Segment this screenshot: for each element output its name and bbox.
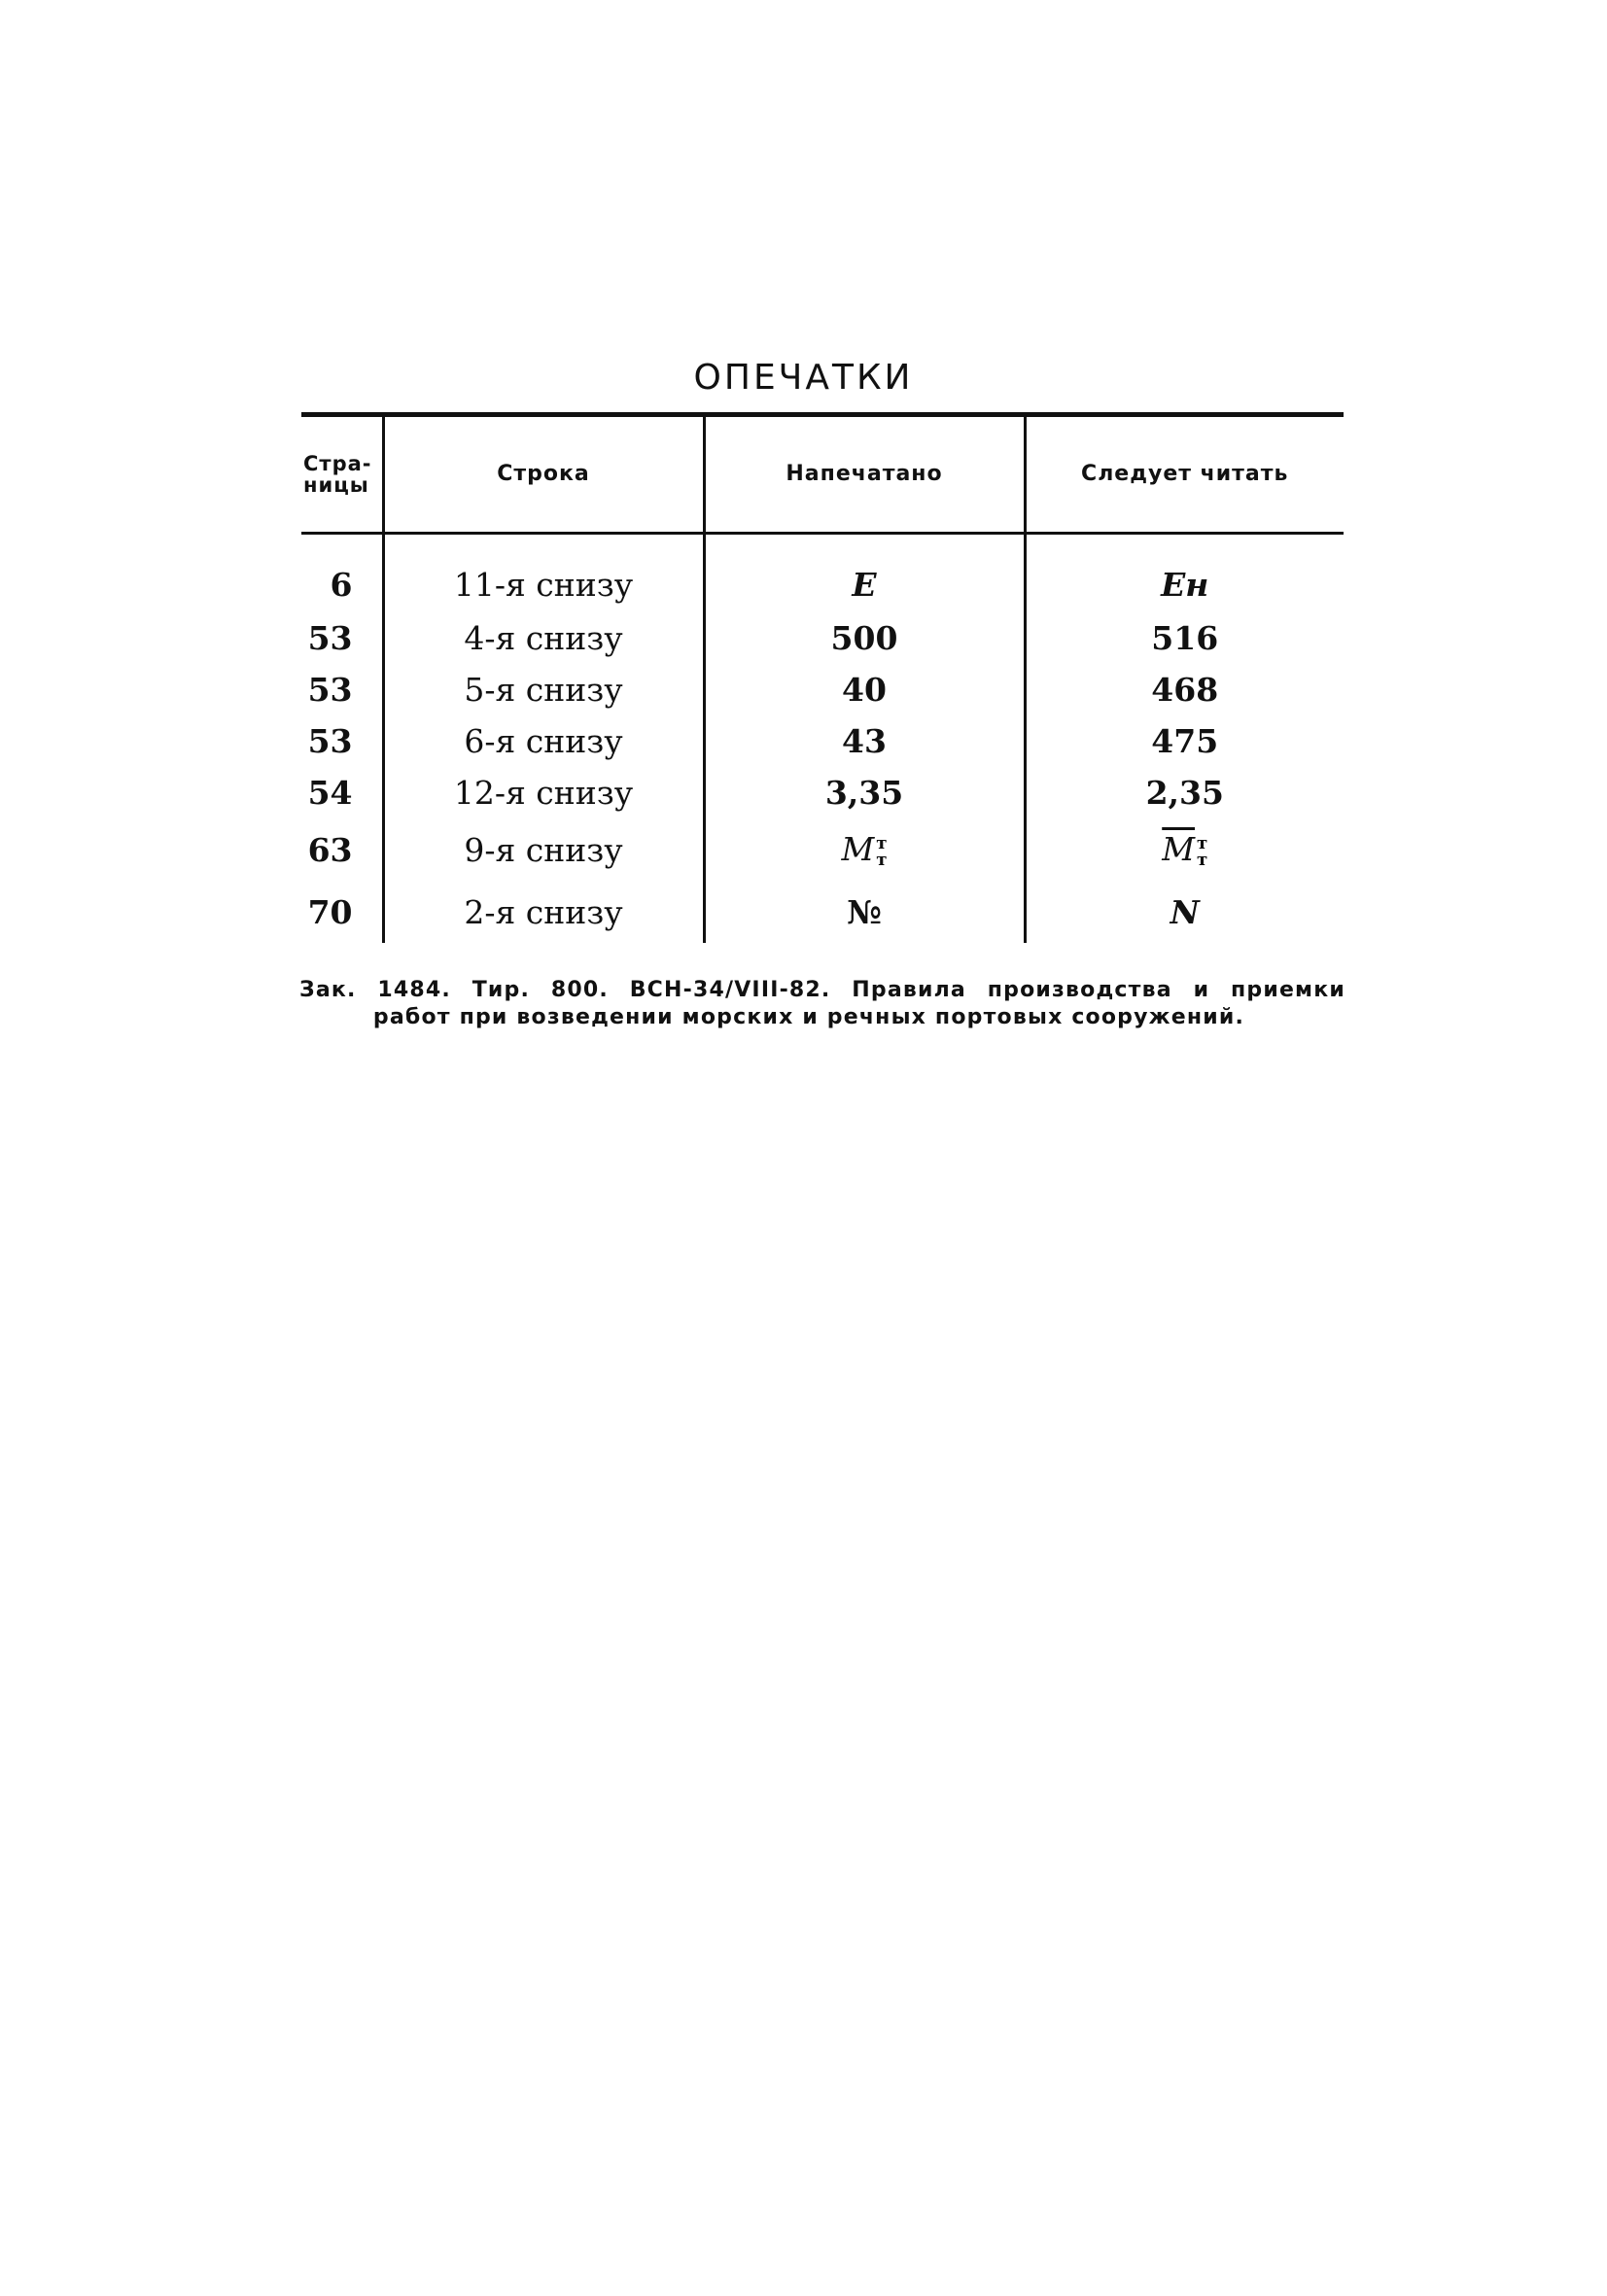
cell-printed-math bbox=[841, 830, 888, 871]
header-printed: Напечатано bbox=[704, 415, 1025, 534]
table-row bbox=[301, 881, 1344, 943]
math-scripts: т т bbox=[876, 833, 888, 871]
cell-line: 6-я снизу bbox=[383, 715, 704, 767]
cell-line: 4-я снизу bbox=[383, 612, 704, 664]
cell-printed bbox=[704, 534, 1025, 613]
cell-line: 12-я снизу bbox=[383, 767, 704, 818]
cell-printed: 500 bbox=[704, 612, 1025, 664]
cell-page: 63 bbox=[307, 830, 353, 869]
table-row bbox=[301, 612, 1344, 664]
cell-should-read bbox=[1025, 534, 1344, 613]
cell-should-read-text: Eн bbox=[1161, 565, 1209, 604]
page-title: ОПЕЧАТКИ bbox=[693, 358, 914, 398]
cell-should-read: 516 bbox=[1025, 612, 1344, 664]
header-row bbox=[301, 415, 1344, 534]
cell-line: 5-я снизу bbox=[383, 664, 704, 715]
cell-page: 53 bbox=[307, 722, 353, 760]
cell-printed-text: M bbox=[841, 830, 875, 869]
math-scripts: т т bbox=[1197, 833, 1208, 871]
cell-line: 9-я снизу bbox=[383, 818, 704, 881]
cell-printed bbox=[704, 818, 1025, 881]
cell-line: 11-я снизу bbox=[383, 534, 704, 613]
imprint-footer bbox=[299, 977, 1345, 1031]
imprint-line-1: Зак. 1484. Тир. 800. ВСН-34/VIII-82. Правила производства и приемки bbox=[299, 978, 1345, 1002]
table-row bbox=[301, 534, 1344, 613]
table-body bbox=[301, 534, 1344, 944]
cell-printed: № bbox=[704, 881, 1025, 943]
cell-should-read: 2,35 bbox=[1025, 767, 1344, 818]
cell-should-read bbox=[1025, 881, 1344, 943]
header-line: Строка bbox=[383, 415, 704, 534]
header-should-read: Следует читать bbox=[1025, 415, 1344, 534]
table-header bbox=[301, 415, 1344, 534]
cell-should-read-math bbox=[1162, 830, 1208, 871]
cell-page: 53 bbox=[307, 671, 353, 709]
cell-printed: 43 bbox=[704, 715, 1025, 767]
cell-should-read-text: $\overline{M}$ bbox=[1162, 830, 1196, 869]
table-row bbox=[301, 715, 1344, 767]
cell-page: 6 bbox=[330, 565, 353, 604]
table-row bbox=[301, 818, 1344, 881]
imprint-line-2: работ при возведении морских и речных портовых сооружений. bbox=[372, 1005, 1245, 1029]
cell-printed-text: E bbox=[852, 565, 877, 604]
header-page: Стра- ницы bbox=[301, 415, 383, 534]
errata-table-wrapper bbox=[301, 412, 1344, 943]
cell-page: 70 bbox=[307, 892, 353, 931]
cell-page: 54 bbox=[307, 774, 353, 812]
cell-page: 53 bbox=[307, 619, 353, 657]
cell-printed: 3,35 bbox=[704, 767, 1025, 818]
table-row bbox=[301, 664, 1344, 715]
cell-should-read: 468 bbox=[1025, 664, 1344, 715]
errata-table bbox=[301, 412, 1344, 943]
cell-printed: 40 bbox=[704, 664, 1025, 715]
cell-line: 2-я снизу bbox=[383, 881, 704, 943]
table-row bbox=[301, 767, 1344, 818]
cell-should-read: 475 bbox=[1025, 715, 1344, 767]
cell-should-read bbox=[1025, 818, 1344, 881]
cell-should-read-text: N bbox=[1170, 892, 1200, 931]
